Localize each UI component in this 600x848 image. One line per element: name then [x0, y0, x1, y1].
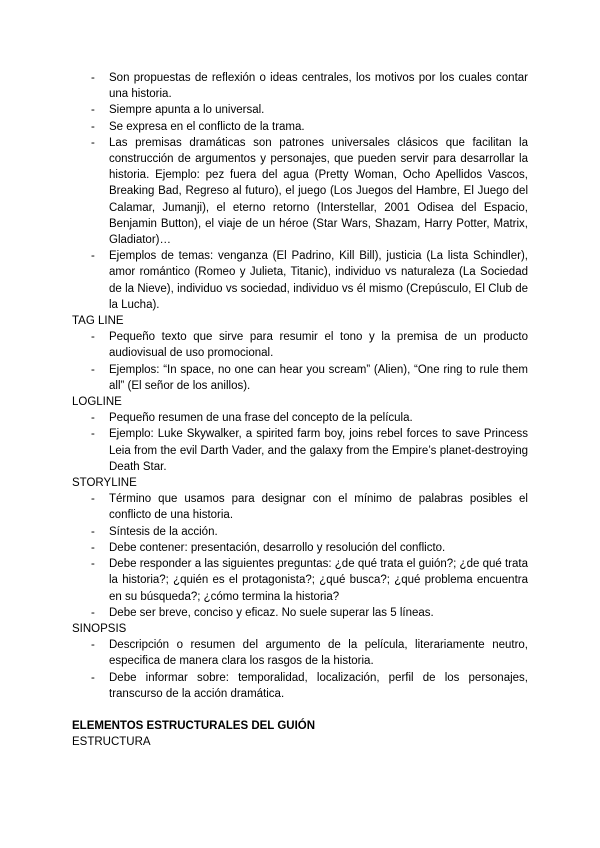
list-item: - Se expresa en el conflicto de la trama.	[72, 119, 528, 135]
list-item: - Pequeño texto que sirve para resumir el tono y la premisa de un producto audiovisual de uso promocional.	[72, 329, 528, 361]
list-item: - Debe responder a las siguientes preguntas: ¿de qué trata el guión?; ¿de qué trata la historia?; ¿quién es el protagonista?; ¿qué busca?; ¿qué problema encuentra en su búsqueda?; ¿cómo termina la historia?	[72, 556, 528, 605]
tagline-heading: TAG LINE	[72, 315, 124, 328]
list-item: - Son propuestas de reflexión o ideas centrales, los motivos por los cuales contar una historia.	[72, 70, 528, 102]
list-item: - Ejemplos: “In space, no one can hear you scream” (Alien), “One ring to rule them all” (El señor de los anillos).	[72, 362, 528, 394]
list-item: - Ejemplos de temas: venganza (El Padrino, Kill Bill), justicia (La lista Schindler), amor romántico (Romeo y Julieta, Titanic), individuo vs naturaleza (La Sociedad de la Nieve), individuo vs sociedad, individuo vs él mismo (Crepúsculo, El Club de la Lucha).	[72, 248, 528, 313]
list-item: - Ejemplo: Luke Skywalker, a spirited farm boy, joins rebel forces to save Princess Leia from the evil Darth Vader, and the galaxy from the Empire’s planet-destroying Death Star.	[72, 426, 528, 475]
section-title: ELEMENTOS ESTRUCTURALES DEL GUIÓN	[72, 719, 316, 732]
spacer	[72, 702, 528, 718]
list-item: - Término que usamos para designar con el mínimo de palabras posibles el conflicto de una historia.	[72, 491, 528, 523]
list-item: - Debe ser breve, conciso y eficaz. No suele superar las 5 líneas.	[72, 605, 528, 621]
logline-list	[72, 410, 528, 475]
tagline-list	[72, 329, 528, 394]
sinopsis-heading: SINOPSIS	[72, 622, 127, 635]
document-page	[72, 70, 528, 750]
list-item: - Síntesis de la acción.	[72, 524, 528, 540]
subsection-title: ESTRUCTURA	[72, 736, 151, 749]
list-item: - Pequeño resumen de una frase del concepto de la película.	[72, 410, 528, 426]
premisa-list	[72, 70, 528, 313]
logline-heading: LOGLINE	[72, 396, 122, 409]
list-item: - Debe contener: presentación, desarrollo y resolución del conflicto.	[72, 540, 528, 556]
list-item: - Siempre apunta a lo universal.	[72, 102, 528, 118]
list-item: - Debe informar sobre: temporalidad, localización, perfil de los personajes, transcurso de la acción dramática.	[72, 670, 528, 702]
sinopsis-list	[72, 637, 528, 702]
list-item: - Descripción o resumen del argumento de la película, literariamente neutro, especifica de manera clara los rasgos de la historia.	[72, 637, 528, 669]
list-item: - Las premisas dramáticas son patrones universales clásicos que facilitan la construcción de argumentos y personajes, que pueden servir para desarrollar la historia. Ejemplo: pez fuera del agua (Pretty Woman, Ocho Apellidos Vascos, Breaking Bad, Regreso al futuro), el juego (Los Juegos del Hambre, El Juego del Calamar, Jumanji), el eterno retorno (Interstellar, 2001 Odisea del Espacio, Benjamin Button), el viaje de un héroe (Star Wars, Shazam, Harry Potter, Matrix, Gladiator)…	[72, 135, 528, 248]
storyline-list	[72, 491, 528, 621]
storyline-heading: STORYLINE	[72, 477, 137, 490]
